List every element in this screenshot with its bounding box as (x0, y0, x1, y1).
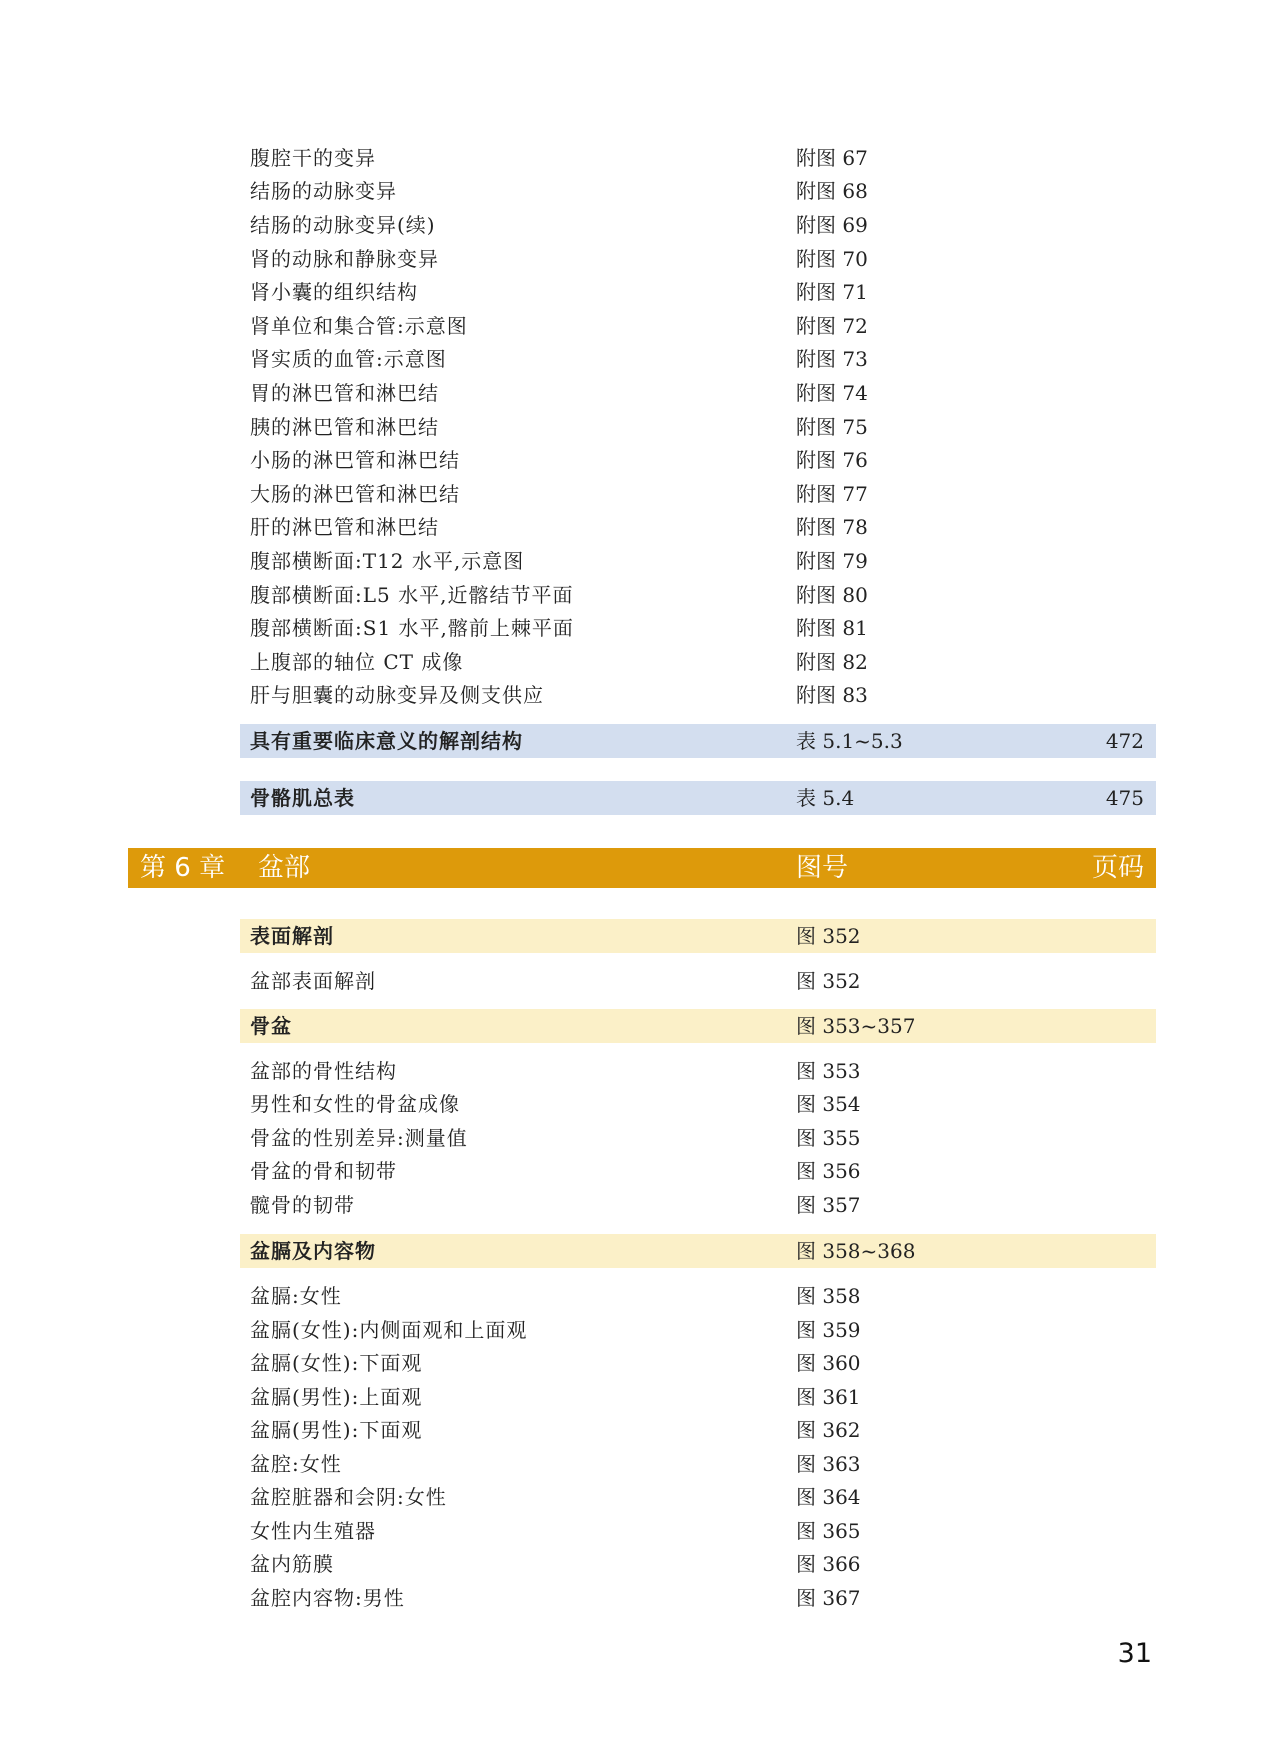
entry-figure: 附图 80 (796, 583, 868, 607)
toc-highlight-row[interactable] (240, 781, 1156, 815)
entry-figure: 图 354 (796, 1092, 861, 1116)
entry-figure: 附图 71 (796, 280, 868, 304)
entry-title: 盆腔脏器和会阴:女性 (250, 1485, 447, 1509)
entry-title: 骨盆的骨和韧带 (250, 1159, 397, 1183)
entry-figure: 图 365 (796, 1519, 861, 1543)
entry-title: 肾小囊的组织结构 (250, 280, 418, 304)
entry-title: 胰的淋巴管和淋巴结 (250, 415, 439, 439)
entry-figure: 图 357 (796, 1193, 861, 1217)
entry-figure: 图 352 (796, 969, 861, 993)
entry-figure: 图 355 (796, 1126, 861, 1150)
highlight-figure: 表 5.4 (796, 786, 855, 810)
entry-figure: 图 361 (796, 1385, 861, 1409)
entry-title: 结肠的动脉变异(续) (250, 213, 436, 237)
entry-figure: 附图 82 (796, 650, 868, 674)
entry-title: 盆膈(男性):上面观 (250, 1385, 423, 1409)
section-figure-range: 图 358~368 (796, 1239, 916, 1263)
page-column-header: 页码 (1091, 853, 1144, 883)
entry-title: 盆膈(女性):内侧面观和上面观 (250, 1318, 528, 1342)
entry-title: 腹部横断面:L5 水平,近髂结节平面 (250, 583, 574, 607)
entry-title: 髋骨的韧带 (250, 1193, 355, 1217)
entry-title: 男性和女性的骨盆成像 (250, 1092, 460, 1116)
entry-figure: 图 362 (796, 1418, 861, 1442)
entry-figure: 附图 69 (796, 213, 868, 237)
entry-figure: 附图 74 (796, 381, 868, 405)
entry-figure: 附图 75 (796, 415, 868, 439)
entry-figure: 图 363 (796, 1452, 861, 1476)
figure-column-header: 图号 (796, 853, 849, 883)
entry-figure: 图 358 (796, 1284, 861, 1308)
entry-figure: 附图 79 (796, 549, 868, 573)
entry-title: 骨盆的性别差异:测量值 (250, 1126, 468, 1150)
section-header-pelvic-diaphragm[interactable] (240, 1234, 1156, 1268)
entry-title: 肾实质的血管:示意图 (250, 347, 447, 371)
highlight-page: 475 (1105, 786, 1144, 810)
entry-title: 结肠的动脉变异 (250, 179, 397, 203)
entry-figure: 附图 70 (796, 247, 868, 271)
entry-figure: 图 367 (796, 1586, 861, 1610)
entry-figure: 附图 76 (796, 448, 868, 472)
page-number: 31 (1117, 1638, 1152, 1669)
entry-title: 女性内生殖器 (250, 1519, 376, 1543)
entry-figure: 图 359 (796, 1318, 861, 1342)
entry-title: 肝的淋巴管和淋巴结 (250, 515, 439, 539)
entry-figure: 图 364 (796, 1485, 861, 1509)
entry-title: 盆部表面解剖 (250, 969, 376, 993)
entry-figure: 附图 81 (796, 616, 868, 640)
entry-title: 盆膈(男性):下面观 (250, 1418, 423, 1442)
entry-title: 肝与胆囊的动脉变异及侧支供应 (250, 683, 544, 707)
section-title: 骨盆 (250, 1014, 292, 1038)
entry-title: 盆腔:女性 (250, 1452, 342, 1476)
section-title: 盆膈及内容物 (250, 1239, 376, 1263)
entry-figure: 图 356 (796, 1159, 861, 1183)
entry-figure: 图 353 (796, 1059, 861, 1083)
highlight-title: 具有重要临床意义的解剖结构 (250, 729, 523, 753)
highlight-title: 骨骼肌总表 (250, 786, 355, 810)
entry-title: 盆腔内容物:男性 (250, 1586, 405, 1610)
chapter-number: 第 6 章 (140, 853, 226, 883)
entry-figure: 附图 83 (796, 683, 868, 707)
entry-title: 盆膈:女性 (250, 1284, 342, 1308)
section-header-surface-anatomy[interactable] (240, 919, 1156, 953)
entry-title: 上腹部的轴位 CT 成像 (250, 650, 464, 674)
entry-title: 肾的动脉和静脉变异 (250, 247, 439, 271)
entry-figure: 图 366 (796, 1552, 861, 1576)
entry-figure: 图 360 (796, 1351, 861, 1375)
entry-title: 腹部横断面:S1 水平,髂前上棘平面 (250, 616, 574, 640)
entry-title: 肾单位和集合管:示意图 (250, 314, 468, 338)
entry-figure: 附图 78 (796, 515, 868, 539)
entry-title: 胃的淋巴管和淋巴结 (250, 381, 439, 405)
chapter-title: 盆部 (258, 853, 311, 883)
entry-figure: 附图 72 (796, 314, 868, 338)
entry-title: 腹腔干的变异 (250, 146, 376, 170)
entry-title: 小肠的淋巴管和淋巴结 (250, 448, 460, 472)
entry-title: 盆膈(女性):下面观 (250, 1351, 423, 1375)
entry-title: 大肠的淋巴管和淋巴结 (250, 482, 460, 506)
entry-title: 盆部的骨性结构 (250, 1059, 397, 1083)
highlight-page: 472 (1105, 729, 1144, 753)
entry-figure: 附图 77 (796, 482, 868, 506)
highlight-figure: 表 5.1~5.3 (796, 729, 903, 753)
entry-figure: 附图 73 (796, 347, 868, 371)
entry-figure: 附图 68 (796, 179, 868, 203)
entry-figure: 附图 67 (796, 146, 868, 170)
section-title: 表面解剖 (250, 924, 334, 948)
entry-title: 盆内筋膜 (250, 1552, 334, 1576)
toc-highlight-row[interactable] (240, 724, 1156, 758)
chapter-banner[interactable] (128, 848, 1156, 888)
entry-title: 腹部横断面:T12 水平,示意图 (250, 549, 525, 573)
section-figure-range: 图 352 (796, 924, 861, 948)
section-figure-range: 图 353~357 (796, 1014, 916, 1038)
section-header-pelvis[interactable] (240, 1009, 1156, 1043)
